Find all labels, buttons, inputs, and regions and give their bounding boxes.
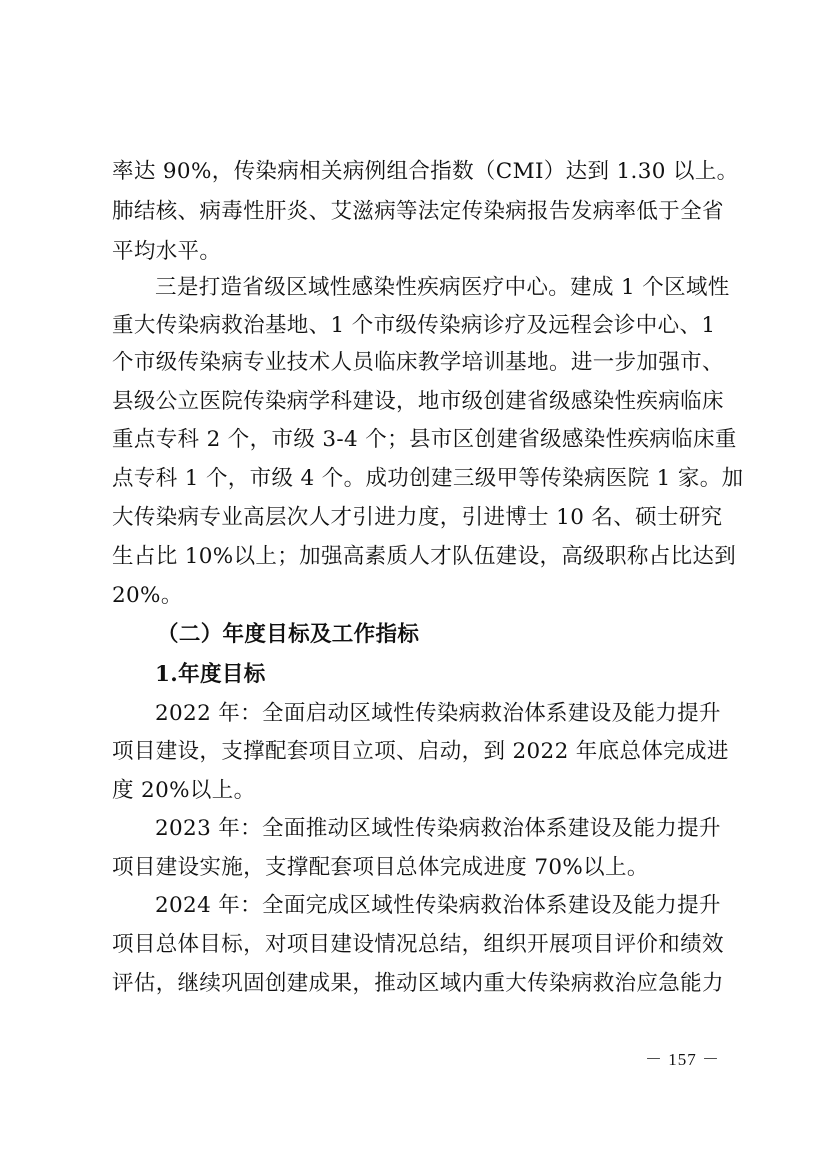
text-line: 个市级传染病专业技术人员临床教学培训基地。进一步加强市、	[112, 350, 724, 375]
text-line: 平均水平。	[112, 239, 222, 264]
text-line: 点专科 1 个，市级 4 个。成功创建三级甲等传染病医院 1 家。加	[112, 466, 744, 491]
text-line: 评估，继续巩固创建成果，推动区域内重大传染病救治应急能力	[112, 971, 724, 996]
text-line: 重点专科 2 个，市级 3-4 个；县市区创建省级感染性疾病临床重	[112, 427, 737, 452]
subsection-heading: 1.年度目标	[155, 662, 266, 687]
text-line: 项目总体目标，对项目建设情况总结，组织开展项目评价和绩效	[112, 932, 724, 957]
page-number: － 157 －	[645, 1050, 720, 1069]
text-line: 县级公立医院传染病学科建设，地市级创建省级感染性疾病临床	[112, 389, 724, 414]
text-line: 项目建设实施，支撑配套项目总体完成进度 70%以上。	[112, 855, 649, 880]
text-line: 2024 年：全面完成区域性传染病救治体系建设及能力提升	[155, 893, 721, 918]
text-line: 大传染病专业高层次人才引进力度，引进博士 10 名、硕士研究	[112, 505, 723, 530]
text-line: 20%。	[112, 583, 183, 608]
text-line: 生占比 10%以上；加强高素质人才队伍建设，高级职称占比达到	[112, 544, 737, 569]
text-line: 项目建设，支撑配套项目立项、启动，到 2022 年底总体完成进	[112, 739, 729, 764]
section-heading: （二）年度目标及工作指标	[157, 622, 420, 647]
text-line: 重大传染病救治基地、1 个市级传染病诊疗及远程会诊中心、1	[112, 313, 716, 338]
text-line: 率达 90%，传染病相关病例组合指数（CMI）达到 1.30 以上。	[112, 159, 739, 184]
text-line: 肺结核、病毒性肝炎、艾滋病等法定传染病报告发病率低于全省	[112, 199, 724, 224]
text-line: 2023 年：全面推动区域性传染病救治体系建设及能力提升	[155, 816, 721, 841]
text-line: 度 20%以上。	[112, 778, 256, 803]
text-line: 三是打造省级区域性感染性疾病医疗中心。建成 1 个区域性	[155, 275, 730, 300]
text-line: 2022 年：全面启动区域性传染病救治体系建设及能力提升	[155, 701, 721, 726]
